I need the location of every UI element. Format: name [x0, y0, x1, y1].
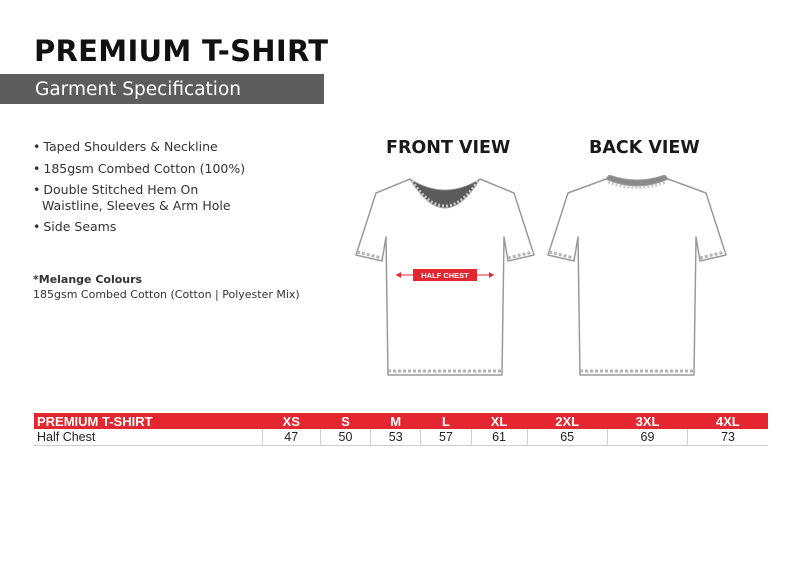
bullet-icon: • — [33, 139, 41, 154]
table-row — [34, 429, 768, 446]
product-header: PREMIUM T-SHIRT — [34, 413, 262, 429]
feature-item — [33, 161, 245, 177]
size-header: M — [371, 413, 421, 429]
measurement-cell: 61 — [471, 429, 527, 446]
feature-item — [33, 182, 245, 213]
bullet-icon: • — [33, 160, 41, 176]
front-tshirt-illustration — [352, 175, 538, 385]
feature-text: 185gsm Combed Cotton (100%) — [43, 160, 246, 176]
melange-description: 185gsm Combed Cotton (Cotton | Polyester Mix) — [33, 288, 300, 301]
size-header: 3XL — [607, 413, 687, 429]
measurement-cell: 69 — [607, 429, 687, 446]
feature-list — [33, 139, 245, 241]
front-view-label: FRONT VIEW — [386, 138, 511, 158]
back-view-label: BACK VIEW — [589, 138, 700, 158]
size-header: 4XL — [688, 413, 768, 429]
size-header: S — [320, 413, 370, 429]
melange-title: *Melange Colours — [33, 273, 143, 286]
page-subtitle: Garment Specification — [35, 79, 241, 100]
back-tshirt-illustration — [544, 175, 730, 385]
measurement-cell: 47 — [262, 429, 320, 446]
feature-text: Double Stitched Hem On — [43, 182, 199, 197]
size-header: XS — [262, 413, 320, 429]
half-chest-tag: HALF CHEST — [421, 271, 469, 280]
feature-text: Side Seams — [43, 219, 117, 234]
page-title: PREMIUM T-SHIRT — [34, 34, 329, 68]
measurement-cell: 57 — [421, 429, 471, 446]
feature-item — [33, 139, 245, 155]
measurement-cell: 65 — [527, 429, 607, 446]
feature-text-continued: Waistline, Sleeves & Arm Hole — [42, 197, 231, 213]
subtitle-banner — [0, 74, 324, 104]
measurement-cell: 53 — [371, 429, 421, 446]
size-chart-table — [34, 413, 768, 446]
row-label: Half Chest — [34, 429, 262, 446]
bullet-icon: • — [33, 219, 41, 234]
feature-text: Taped Shoulders & Neckline — [43, 139, 218, 154]
size-header-row — [34, 413, 768, 429]
size-header: L — [421, 413, 471, 429]
measurement-cell: 73 — [688, 429, 768, 446]
size-header: 2XL — [527, 413, 607, 429]
feature-item — [33, 219, 245, 235]
size-header: XL — [471, 413, 527, 429]
measurement-cell: 50 — [320, 429, 370, 446]
bullet-icon: • — [33, 182, 41, 197]
